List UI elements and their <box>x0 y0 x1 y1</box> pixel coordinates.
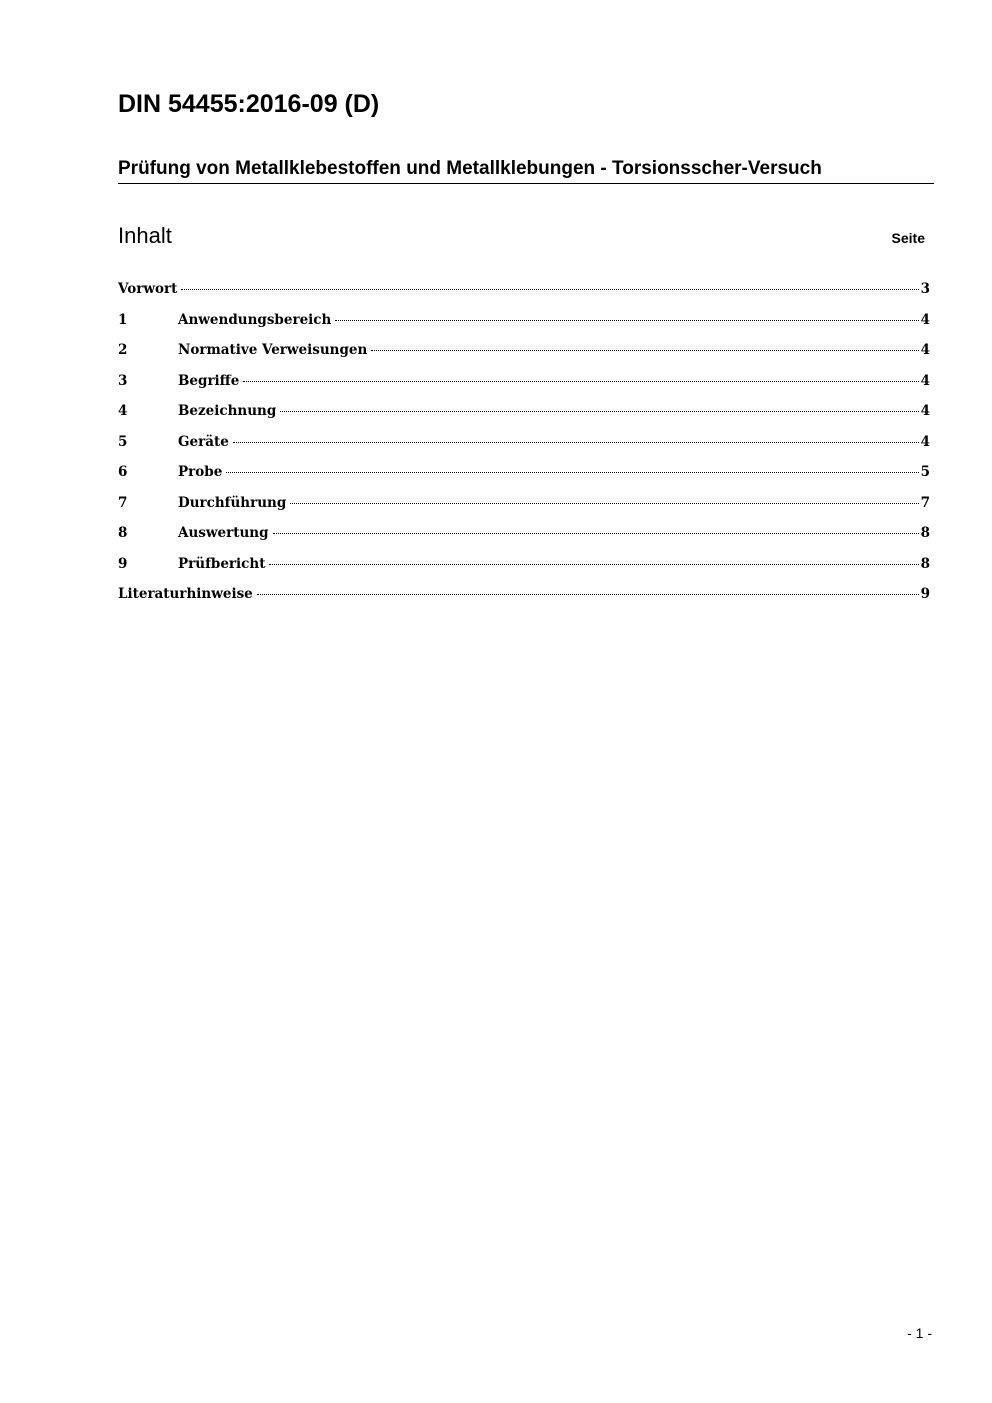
toc-entry-8[interactable] <box>118 522 930 553</box>
page-number: - 1 - <box>907 1325 932 1341</box>
document-subtitle: Prüfung von Metallklebestoffen und Metallklebungen - Torsionsscher-Versuch <box>118 157 934 184</box>
toc-dot-leader <box>257 594 919 595</box>
toc-entry-label: Anwendungsbereich <box>178 311 332 328</box>
toc-dot-leader <box>226 472 918 473</box>
toc-entry-literaturhinweise[interactable] <box>118 583 930 614</box>
toc-entry-1[interactable] <box>118 309 930 340</box>
toc-entry-label: Begriffe <box>178 372 240 389</box>
toc-entry-number: 7 <box>118 494 128 511</box>
toc-entry-page: 4 <box>920 372 930 389</box>
toc-dot-leader <box>280 411 918 412</box>
toc-entry-label: Durchführung <box>178 494 287 511</box>
toc-entry-label: Bezeichnung <box>178 403 277 419</box>
table-of-contents <box>118 278 930 614</box>
toc-entry-page: 4 <box>920 342 930 358</box>
toc-entry-label: Vorwort <box>118 281 178 297</box>
toc-entry-page: 7 <box>920 494 930 511</box>
toc-dot-leader <box>371 350 918 351</box>
toc-entry-page: 9 <box>920 586 930 602</box>
toc-entry-number: 8 <box>118 525 128 541</box>
toc-entry-7[interactable] <box>118 492 930 523</box>
toc-entry-label: Prüfbericht <box>178 555 266 572</box>
toc-dot-leader <box>269 564 918 565</box>
toc-dot-leader <box>243 381 918 382</box>
toc-entry-number: 6 <box>118 464 128 480</box>
toc-entry-number: 2 <box>118 342 128 358</box>
toc-heading: Inhalt <box>118 223 172 248</box>
toc-entry-3[interactable] <box>118 370 930 401</box>
toc-entry-number: 4 <box>118 403 128 419</box>
toc-entry-9[interactable] <box>118 553 930 584</box>
toc-entry-2[interactable] <box>118 339 930 370</box>
toc-entry-number: 1 <box>118 311 128 328</box>
document-title: DIN 54455:2016-09 (D) <box>118 90 380 118</box>
toc-dot-leader <box>273 533 919 534</box>
toc-entry-number: 9 <box>118 555 128 572</box>
toc-entry-label: Geräte <box>178 433 229 450</box>
toc-dot-leader <box>181 289 918 290</box>
toc-entry-page: 4 <box>920 311 930 328</box>
toc-entry-label: Probe <box>178 464 223 480</box>
toc-entry-page: 8 <box>920 555 930 572</box>
toc-entry-4[interactable] <box>118 400 930 431</box>
toc-dot-leader <box>290 503 918 504</box>
toc-entry-vorwort[interactable] <box>118 278 930 309</box>
toc-entry-page: 4 <box>920 433 930 450</box>
toc-entry-page: 5 <box>920 464 930 480</box>
toc-entry-5[interactable] <box>118 431 930 462</box>
toc-entry-page: 3 <box>920 281 930 297</box>
toc-dot-leader <box>335 320 918 321</box>
toc-entry-label: Normative Verweisungen <box>178 342 368 358</box>
toc-entry-page: 4 <box>920 403 930 419</box>
toc-entry-number: 5 <box>118 433 128 450</box>
toc-entry-label: Auswertung <box>178 525 269 541</box>
toc-page-column-label: Seite <box>891 230 925 246</box>
toc-entry-label: Literaturhinweise <box>118 586 253 602</box>
toc-entry-6[interactable] <box>118 461 930 492</box>
toc-entry-number: 3 <box>118 372 128 389</box>
toc-dot-leader <box>233 442 919 443</box>
toc-entry-page: 8 <box>920 525 930 541</box>
